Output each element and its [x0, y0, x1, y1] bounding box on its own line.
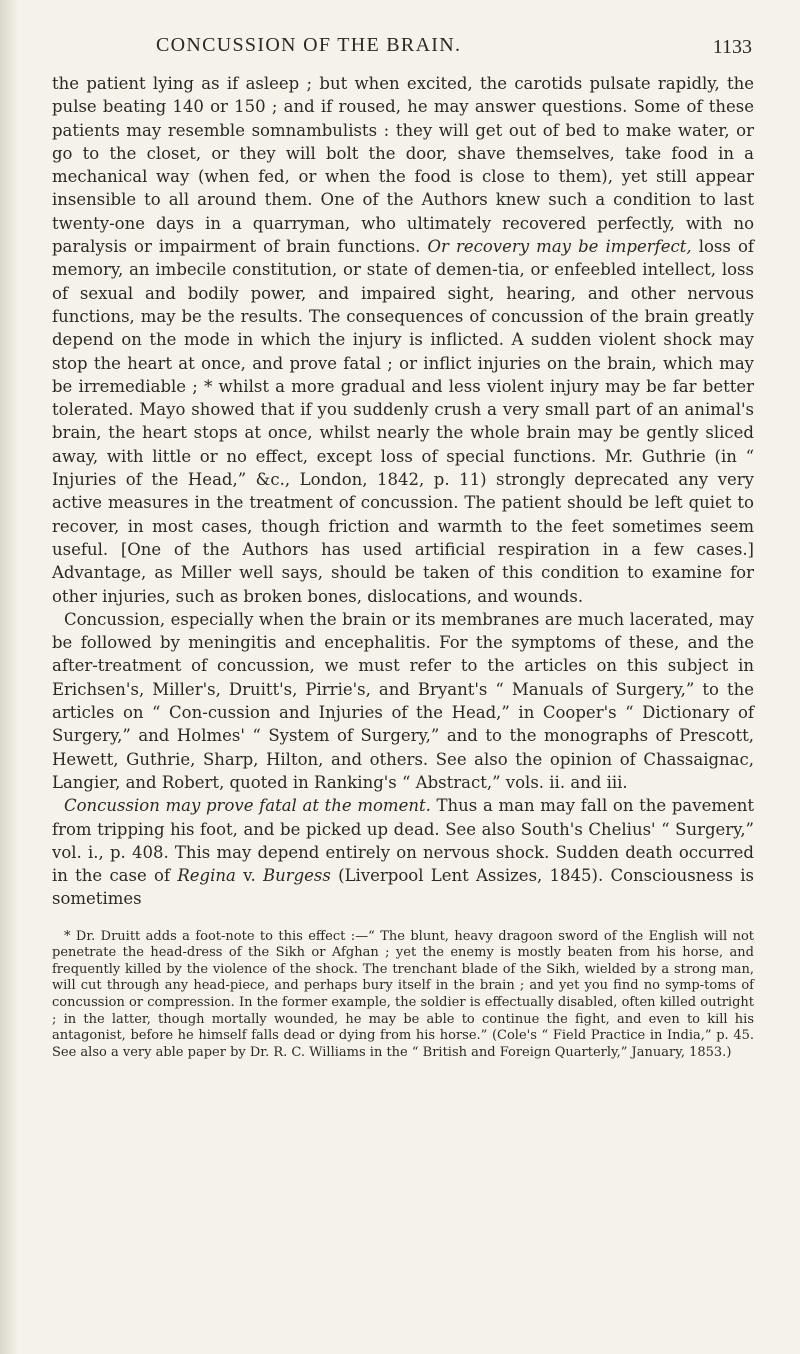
paragraph-1: [52, 72, 754, 608]
paragraph-1-text-a: the patient lying as if asleep ; but when excited, the carotids pulsate rapidly, the pulse beating 140 or 150 ; and if roused, he may answer questions. Some of these patients may resemble somnambulists : they will get out of bed to make water, or go to the closet, or they will bolt the door, shave themselves, take food in a mechanical way (when fed, or when the food is close to them), yet still appear insensible to all around them. One of the Authors knew such a condition to last twenty-one days in a quarryman, who ultimately recovered perfectly, with no paralysis or impairment of brain functions.: [52, 74, 754, 257]
case-name-burgess: Burgess: [262, 866, 331, 886]
paragraph-1-text-b: loss of memory, an imbecile constitution, or state of demen-tia, or enfeebled intellect, loss of sexual and bodily power, and impaired sight, hearing, and other nervous functions, may be the results. The consequences of concussion of the brain greatly depend on the mode in which the injury is inflicted. A sudden violent shock may stop the heart at once, and prove fatal ; or inflict injuries on the brain, which may be irremediable ; * whilst a more gradual and less violent injury may be far better tolerated. Mayo showed that if you suddenly crush a very small part of an animal's brain, the heart stops at once, whilst nearly the whole brain may be gently sliced away, with little or no effect, except loss of special functions. Mr. Guthrie (in “ Injuries of the Head,” &c., London, 1842, p. 11) strongly deprecated any very active measures in the treatment of concussion. The patient should be left quiet to recover, in most cases, though friction and warmth to the feet sometimes seem useful. [One of the Authors has used artificial respiration in a few cases.] Advantage, as Miller well says, should be taken of this condition to examine for other injuries, such as broken bones, dislocations, and wounds.: [52, 237, 754, 606]
paragraph-3-italic-lead: Concussion may prove fatal at the moment.: [64, 796, 431, 816]
running-title: CONCUSSION OF THE BRAIN.: [156, 34, 462, 56]
page-number: 1133: [712, 36, 752, 58]
paragraph-3-text-c: (Liverpool Lent Assizes, 1845). Consciousness is sometimes: [52, 866, 755, 909]
paragraph-3-text-a: Thus a man may fall on the pavement from tripping his foot, and be picked up dead. See also South's Chelius' “ Surgery,” vol. i., p. 408. This may depend entirely on nervous shock. Sudden death occurred in the case of: [52, 796, 755, 886]
main-text: [52, 72, 754, 911]
paragraph-2: Concussion, especially when the brain or its membranes are much lacerated, may be followed by meningitis and encephalitis. For the symptoms of these, and the after-treatment of concussion, we must refer to the articles on this subject in Erichsen's, Miller's, Druitt's, Pirrie's, and Bryant's “ Manuals of Surgery,” to the articles on “ Con-cussion and Injuries of the Head,” in Cooper's “ Dictionary of Surgery,” and Holmes' “ System of Surgery,” and to the monographs of Prescott, Hewett, Guthrie, Sharp, Hilton, and others. See also the opinion of Chassaignac, Langier, and Robert, quoted in Ranking's “ Abstract,” vols. ii. and iii.: [52, 609, 754, 792]
page-header: [52, 34, 754, 66]
paragraph-3-text-b: v.: [235, 866, 263, 886]
case-name-regina: Regina: [177, 866, 236, 886]
paragraph-3: [52, 794, 754, 910]
footnote: [52, 929, 754, 1062]
paragraph-1-italic: Or recovery may be imperfect,: [427, 237, 692, 257]
footnote-text: * Dr. Druitt adds a foot-note to this effect :—“ The blunt, heavy dragoon sword of the English will not penetrate the head-dress of the Sikh or Afghan ; yet the enemy is mostly beaten from his horse, and frequently killed by the violence of the shock. The trenchant blade of the Sikh, wielded by a strong man, will cut through any head-piece, and perhaps bury itself in the brain ; and yet you find no symp-toms of concussion or compression. In the former example, the soldier is effectually disabled, often killed outright ; in the latter, though mortally wounded, he may be able to continue the fight, and even to kill his antagonist, before he himself falls dead or dying from his horse.” (Cole's “ Field Practice in India,” p. 45. See also a very able paper by Dr. R. C. Williams in the “ British and Foreign Quarterly,” January, 1853.): [52, 928, 754, 1060]
